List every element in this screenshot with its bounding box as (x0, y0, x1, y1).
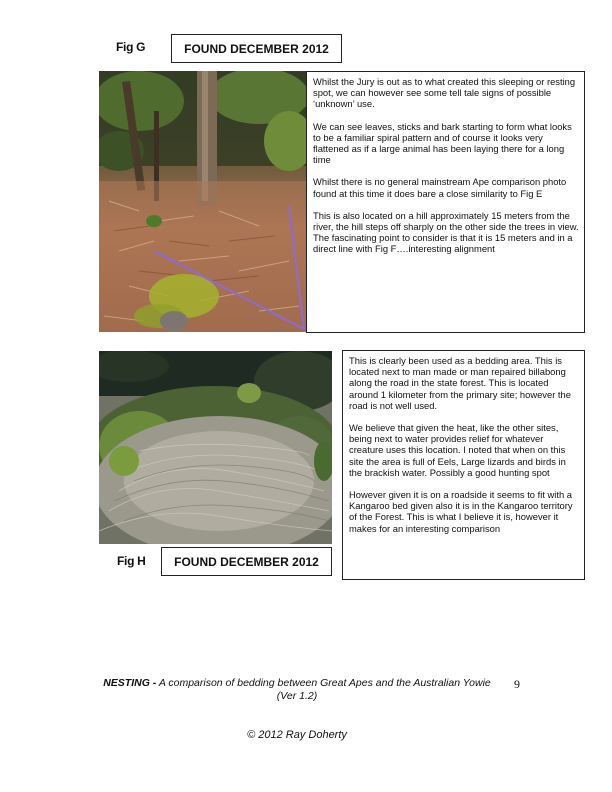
roadside-bedding-image (99, 351, 332, 544)
fig-h-paragraph-2: We believe that given the heat, like the other sites, being next to water provides relief for whatever creature uses this location. I noted that when on this site the area is full of Eels, Large lizards and birds in the brackish water. Possibly a good hunting spot (349, 422, 566, 478)
fig-h-label: Fig H (117, 554, 146, 568)
page-number: 9 (514, 677, 520, 691)
forest-floor-image (99, 71, 306, 332)
copyright: © 2012 Ray Doherty (247, 729, 347, 741)
footer-title-bold: NESTING - (103, 677, 157, 689)
fig-g-label: Fig G (116, 40, 146, 54)
fig-h-paragraph-1: This is clearly been used as a bedding area. This is located next to man made or man repaired billabong along the road in the state forest. This is located around 1 kilometer from the primary site; however the road is not well used. (349, 355, 571, 411)
fig-h-photo (99, 351, 332, 544)
footer-title (82, 677, 512, 689)
fig-h-description (342, 350, 585, 580)
fig-g-paragraph-3: Whilst there is no general mainstream Ape comparison photo found at this time it does bare a close similarity to Fig E (313, 176, 567, 199)
fig-h-found-box: FOUND DECEMBER 2012 (161, 547, 332, 576)
fig-g-photo (99, 71, 306, 332)
fig-g-found-box: FOUND DECEMBER 2012 (171, 34, 342, 63)
fig-g-paragraph-2: We can see leaves, sticks and bark starting to form what looks to be a familiar spiral pattern and of course it looks very flattened as if a large animal has been laying there for a long time (313, 120, 572, 166)
fig-g-description (306, 71, 585, 333)
fig-g-paragraph-4: This is also located on a hill approximately 15 meters from the river, the hill steps off sharply on the other side the trees in view. The fascinating point to consider is that it is 15 meters and in a direct line with Fig F….interesting alignment (313, 209, 579, 255)
fig-g-paragraph-1: Whilst the Jury is out as to what created this sleeping or resting spot, we can however see some tell tale signs of possible ‘unknown’ use. (313, 76, 576, 110)
footer-version: (Ver 1.2) (276, 690, 318, 702)
fig-h-paragraph-3: However given it is on a roadside it seems to fit with a Kangaroo bed given also it is in the Kangaroo territory of the Forest. This is what I believe it is, however it makes for an interesting comparison (349, 489, 573, 534)
footer-title-rest: A comparison of bedding between Great Apes and the Australian Yowie (156, 677, 491, 689)
